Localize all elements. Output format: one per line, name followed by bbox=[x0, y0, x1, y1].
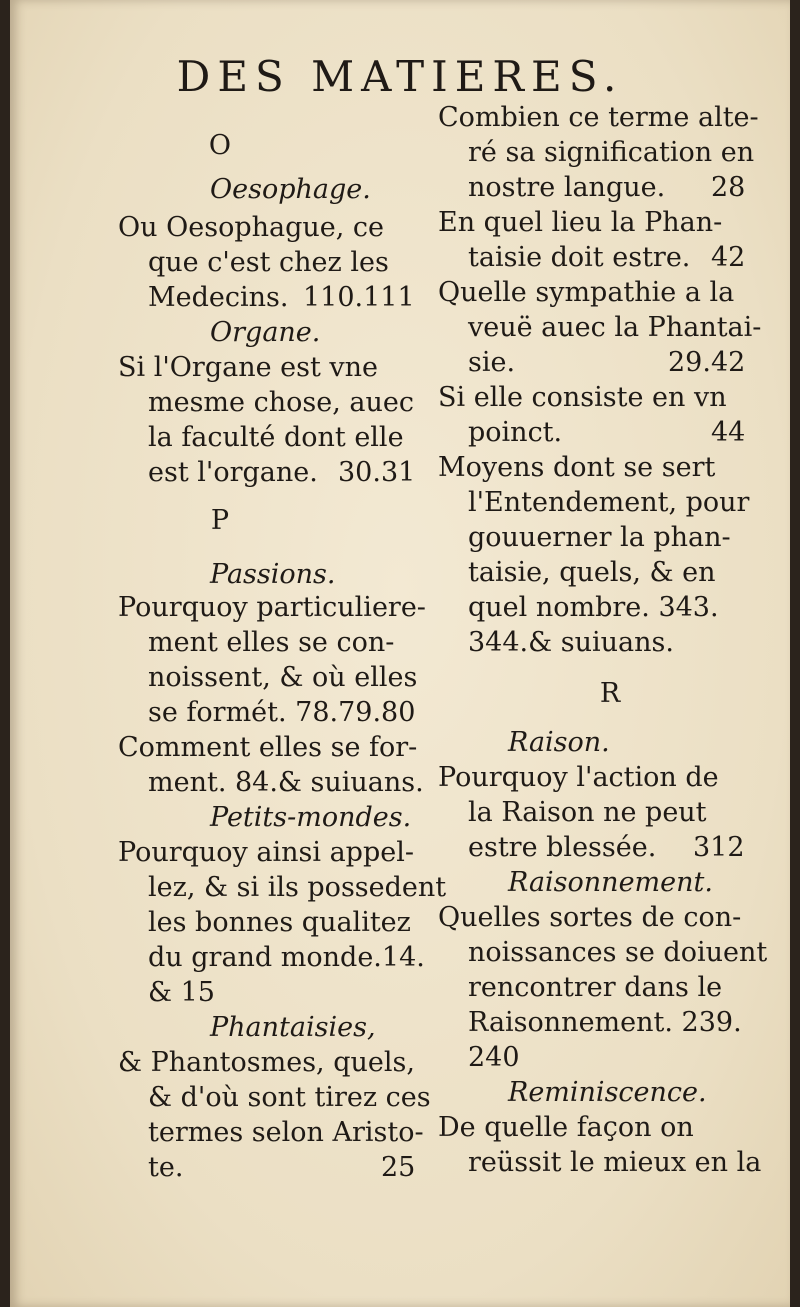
index-text: termes selon Aristo- bbox=[148, 1117, 424, 1148]
index-heading bbox=[210, 315, 320, 351]
index-text: lez, & si ils possedent bbox=[148, 872, 447, 903]
index-heading bbox=[210, 557, 335, 593]
index-text: noissent, & où elles bbox=[148, 662, 418, 693]
index-text: Phantaisies, bbox=[210, 1012, 376, 1043]
index-text: ment. 84.& suiuans. bbox=[148, 767, 424, 798]
index-line bbox=[468, 345, 746, 381]
index-text: Raison. bbox=[508, 727, 610, 758]
index-line bbox=[148, 1080, 431, 1116]
index-line bbox=[148, 695, 415, 731]
index-text: est l'organe. bbox=[148, 457, 318, 488]
index-letter bbox=[10, 503, 430, 539]
index-text: & Phantosmes, quels, bbox=[118, 1047, 415, 1078]
index-line bbox=[118, 730, 417, 766]
index-line bbox=[468, 1005, 742, 1041]
page-ref: 28 bbox=[711, 172, 746, 203]
index-text: Ou Oesophague, ce bbox=[118, 212, 385, 243]
index-text: Pourquoy ainsi appel- bbox=[118, 837, 414, 868]
index-line bbox=[468, 970, 722, 1006]
index-line bbox=[468, 590, 719, 626]
index-text: nostre langue. bbox=[468, 172, 666, 203]
index-text: Oesophage. bbox=[210, 174, 371, 205]
index-line bbox=[468, 415, 746, 451]
index-text: la faculté dont elle bbox=[148, 422, 404, 453]
index-text: Si l'Organe est vne bbox=[118, 352, 379, 383]
index-text: mesme chose, auec bbox=[148, 387, 414, 418]
index-text: Reminiscence. bbox=[508, 1077, 707, 1108]
page-header: DES MATIERES. bbox=[176, 52, 624, 101]
index-line bbox=[468, 240, 746, 276]
index-line bbox=[148, 280, 415, 316]
index-text: rencontrer dans le bbox=[468, 972, 723, 1003]
index-text: les bonnes qualitez bbox=[148, 907, 411, 938]
index-text: que c'est chez les bbox=[148, 247, 389, 278]
index-line bbox=[468, 310, 761, 346]
index-line bbox=[148, 1115, 424, 1151]
index-text: estre blessée. bbox=[468, 832, 657, 863]
index-text: En quel lieu la Phan- bbox=[438, 207, 723, 238]
index-text: l'Entendement, pour bbox=[468, 487, 750, 518]
index-line bbox=[118, 350, 378, 386]
index-line bbox=[438, 275, 734, 311]
page-ref: 42 bbox=[711, 242, 746, 273]
index-text: Combien ce terme alte- bbox=[438, 102, 759, 133]
index-letter bbox=[10, 128, 430, 164]
index-text: & 15 bbox=[148, 977, 215, 1008]
index-text: Si elle consiste en vn bbox=[438, 382, 727, 413]
index-heading bbox=[210, 800, 411, 836]
index-line bbox=[148, 1150, 416, 1186]
index-line bbox=[438, 380, 727, 416]
index-line bbox=[468, 795, 707, 831]
index-line bbox=[118, 590, 426, 626]
index-line bbox=[438, 100, 759, 136]
index-line bbox=[468, 485, 749, 521]
index-text: R bbox=[599, 678, 621, 709]
index-line bbox=[148, 420, 404, 456]
index-text: sie. bbox=[468, 347, 516, 378]
index-line bbox=[148, 660, 417, 696]
index-text: Organe. bbox=[210, 317, 321, 348]
index-line bbox=[148, 940, 425, 976]
index-heading bbox=[210, 172, 371, 208]
index-text: Passions. bbox=[210, 559, 336, 590]
index-line bbox=[438, 760, 719, 796]
index-text: taisie, quels, & en bbox=[468, 557, 716, 588]
index-line bbox=[468, 625, 674, 661]
index-line bbox=[148, 870, 446, 906]
index-text: Pourquoy particuliere- bbox=[118, 592, 426, 623]
index-text: du grand monde.14. bbox=[148, 942, 425, 973]
index-line bbox=[118, 1045, 415, 1081]
index-text: Raisonnement. 239. bbox=[468, 1007, 742, 1038]
index-line bbox=[468, 1145, 761, 1181]
index-text: Comment elles se for- bbox=[118, 732, 418, 763]
index-text: ré sa signification en bbox=[468, 137, 755, 168]
index-text: & d'où sont tirez ces bbox=[148, 1082, 431, 1113]
index-text: Raisonnement. bbox=[508, 867, 713, 898]
index-line bbox=[148, 385, 414, 421]
index-line bbox=[148, 905, 411, 941]
index-heading bbox=[508, 1075, 707, 1111]
index-text: ment elles se con- bbox=[148, 627, 395, 658]
index-text: Petits-mondes. bbox=[210, 802, 412, 833]
index-heading bbox=[508, 725, 610, 761]
page-ref: 29.42 bbox=[668, 347, 746, 378]
index-line bbox=[148, 765, 424, 801]
index-line bbox=[148, 245, 389, 281]
index-line bbox=[148, 455, 416, 491]
index-line bbox=[468, 555, 716, 591]
index-line bbox=[468, 520, 731, 556]
index-heading bbox=[210, 1010, 376, 1046]
index-text: poinct. bbox=[468, 417, 563, 448]
index-text: reüssit le mieux en la bbox=[468, 1147, 762, 1178]
index-line bbox=[468, 935, 767, 971]
index-line bbox=[438, 205, 722, 241]
index-line bbox=[118, 210, 384, 246]
index-line bbox=[148, 625, 394, 661]
index-text: te. bbox=[148, 1152, 184, 1183]
page-ref: 44 bbox=[711, 417, 746, 448]
index-text: O bbox=[208, 130, 232, 161]
index-line bbox=[468, 830, 745, 866]
index-text: la Raison ne peut bbox=[468, 797, 707, 828]
index-text: se formét. 78.79.80 bbox=[148, 697, 416, 728]
index-line bbox=[438, 1110, 694, 1146]
index-heading bbox=[508, 865, 713, 901]
index-text: Quelle sympathie a la bbox=[438, 277, 735, 308]
index-text: 344.& suiuans. bbox=[468, 627, 674, 658]
index-text: taisie doit estre. bbox=[468, 242, 691, 273]
index-line bbox=[468, 170, 746, 206]
index-text: P bbox=[210, 505, 230, 536]
index-text: veuë auec la Phantai- bbox=[468, 312, 762, 343]
index-text: Pourquoy l'action de bbox=[438, 762, 719, 793]
index-text: noissances se doiuent bbox=[468, 937, 768, 968]
index-text: quel nombre. 343. bbox=[468, 592, 719, 623]
index-line bbox=[468, 135, 754, 171]
index-text: De quelle façon on bbox=[438, 1112, 694, 1143]
index-text: Moyens dont se sert bbox=[438, 452, 716, 483]
page-ref: 30.31 bbox=[338, 457, 416, 488]
index-text: 240 bbox=[468, 1042, 520, 1073]
index-letter bbox=[430, 676, 790, 712]
book-page bbox=[10, 0, 790, 1307]
index-text: Medecins. bbox=[148, 282, 289, 313]
index-text: Quelles sortes de con- bbox=[438, 902, 742, 933]
index-line bbox=[468, 1040, 520, 1076]
index-line bbox=[118, 835, 414, 871]
index-line bbox=[438, 450, 715, 486]
page-ref: 312 bbox=[693, 832, 745, 863]
page-ref: 110.111 bbox=[303, 282, 415, 313]
index-line bbox=[148, 975, 215, 1011]
page-ref: 25 bbox=[381, 1152, 416, 1183]
index-line bbox=[438, 900, 741, 936]
index-text: gouuerner la phan- bbox=[468, 522, 731, 553]
